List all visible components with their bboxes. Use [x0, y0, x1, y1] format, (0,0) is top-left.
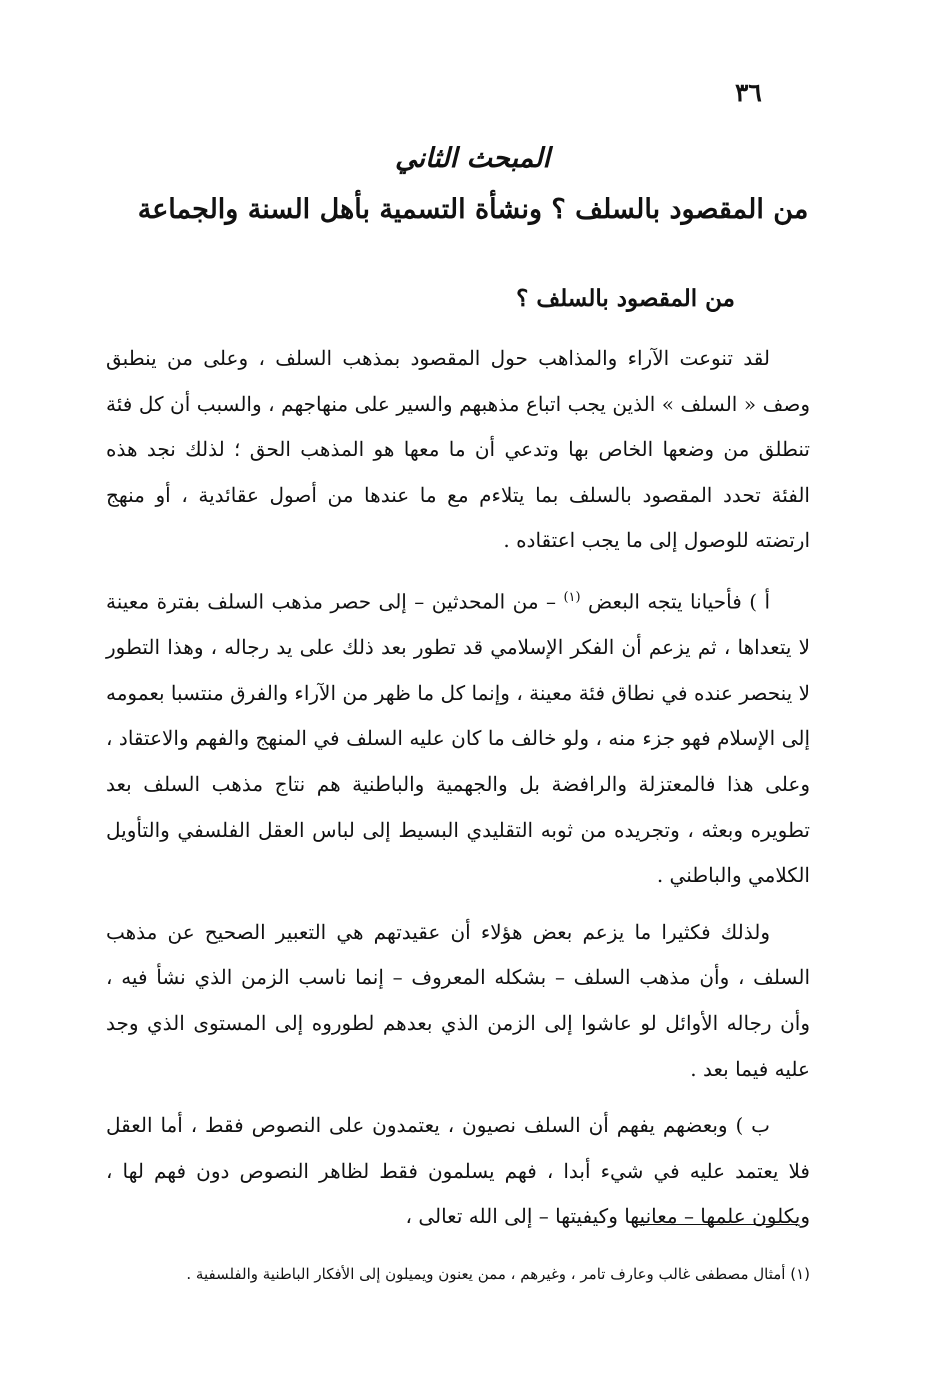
paragraph-1: لقد تنوعت الآراء والمذاهب حول المقصود بمذهب السلف ، وعلى من ينطبق وصف « السلف » الذين يجب اتباع مذهبهم والسير على منهاجهم ، والسبب أن كل فئة تنطلق من وضعها الخاص بها وتدعي أن ما معها هو المذهب الحق ؛ لذلك نجد هذه الفئة تحدد المقصود بالسلف بما يتلاءم مع ما عندها من أصول عقائدية ، أو منهج ارتضته للوصول إلى ما يجب اعتقاده . — [106, 346, 810, 553]
paragraph-2-lead: أ ) فأحيانا يتجه البعض — [588, 589, 771, 614]
subsection-heading: من المقصود بالسلف ؟ — [516, 285, 735, 312]
footnote-reference[interactable]: (١) — [563, 589, 581, 605]
paragraph-3: ولذلك فكثيرا ما يزعم بعض هؤلاء أن عقيدتهم هي التعبير الصحيح عن مذهب السلف ، وأن مذهب السلف – بشكله المعروف – إنما ناسب الزمن الذي نشأ فيه ، وأن رجاله الأوائل لو عاشوا إلى الزمن الذي بعدهم لطوروه إلى المستوى الذي وجد عليه فيما بعد . — [106, 919, 810, 1081]
footnote-marker: (١) — [790, 1265, 810, 1283]
paragraph-2-rest: – من المحدثين – إلى حصر مذهب السلف بفترة معينة لا يتعداها ، ثم يزعم أن الفكر الإسلامي قد تطور بعد ذلك على يد رجاله ، وهذا التطور لا ينحصر عنده في نطاق فئة معينة ، وإنما كل ما ظهر من الآراء والفرق منتسبا بعمومه إلى الإسلام فهو جزء منه ، ولو خالف ما كان عليه السلف في المنهج والفهم والاعتقاد ، وعلى هذا فالمعتزلة والرافضة بل والجهمية والباطنية هم نتاج مذهب السلف بعد تطويره وبعثه ، وتجريده من ثوبه التقليدي البسيط إلى لباس العقل الفلسفي والتأويل الكلامي والباطني . — [106, 589, 810, 888]
footnote-divider — [636, 1224, 798, 1225]
body-text — [106, 336, 810, 1251]
paragraph-2 — [106, 575, 810, 899]
footnote — [106, 1262, 810, 1286]
section-label: المبحث الثاني — [395, 143, 550, 174]
chapter-title: من المقصود بالسلف ؟ ونشأة التسمية بأهل السنة والجماعة — [137, 194, 809, 225]
footnote-text: أمثال مصطفى غالب وعارف تامر ، وغيرهم ، ممن يعنون ويميلون إلى الأفكار الباطنية والفلسفية . — [186, 1265, 786, 1283]
page-number: ٣٦ — [735, 78, 762, 107]
paragraph-4: ب ) وبعضهم يفهم أن السلف نصيون ، يعتمدون على النصوص فقط ، أما العقل فلا يعتمد عليه في شيء أبدا ، فهم يسلمون فقط لظاهر النصوص دون فهم لها ، ويكلون علمها – معانيها وكيفيتها – إلى الله تعالى ، — [106, 1113, 810, 1229]
